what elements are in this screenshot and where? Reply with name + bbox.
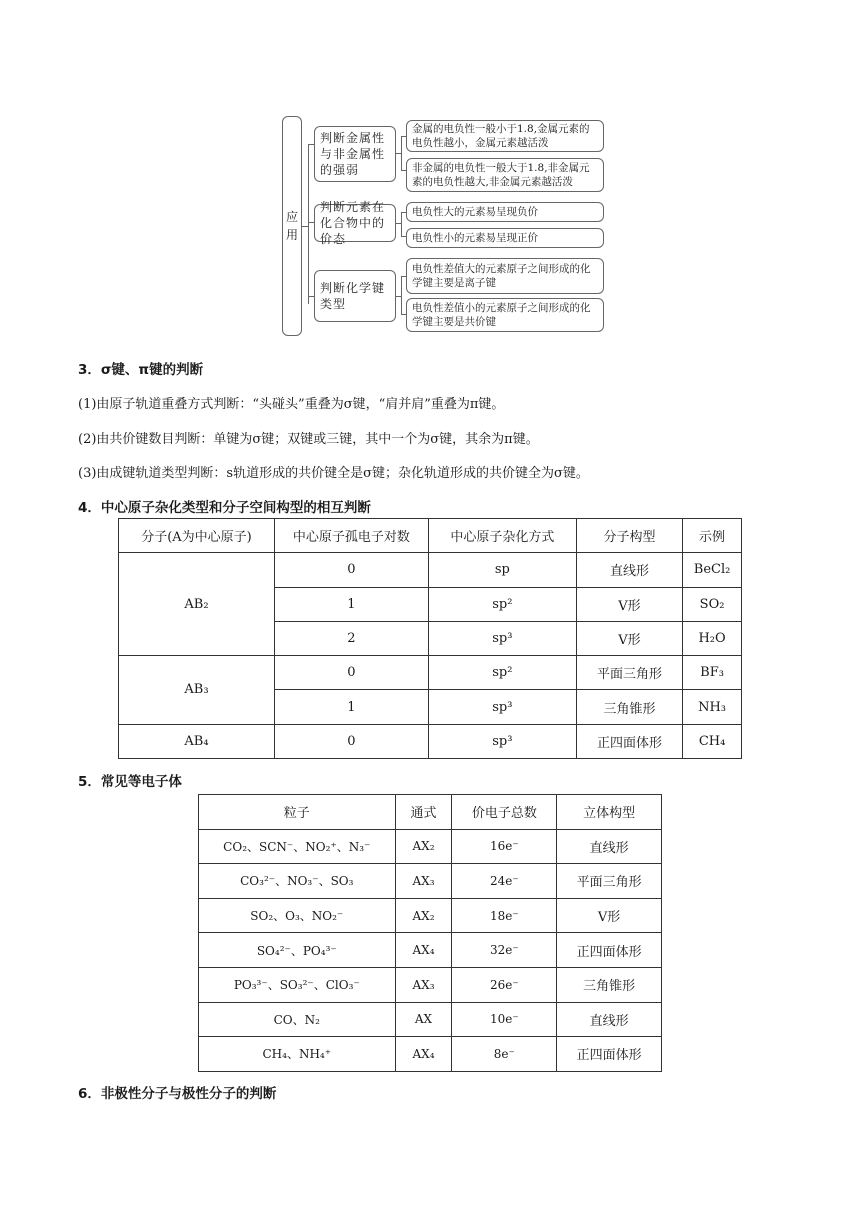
geometry-cell: 三角锥形 <box>557 967 662 1002</box>
section4-heading: 4．中心原子杂化类型和分子空间构型的相互判断 <box>78 500 371 516</box>
hybridization-table <box>118 518 742 759</box>
section3-line-3: (3)由成键轨道类型判断：s轨道形成的共价键全是σ键；杂化轨道形成的共价键全为σ键。 <box>78 466 589 481</box>
example-cell: BeCl₂ <box>683 553 742 587</box>
geometry-cell: 正四面体形 <box>557 933 662 968</box>
lone-cell: 2 <box>274 621 428 655</box>
shape-cell: V形 <box>576 621 682 655</box>
shape-cell: 三角锥形 <box>576 690 682 724</box>
hyb-cell: sp³ <box>428 724 576 758</box>
example-cell: CH₄ <box>683 724 742 758</box>
electrons-cell: 26e⁻ <box>452 967 557 1002</box>
table-row <box>199 967 662 1002</box>
header-molecule: 分子(A为中心原子) <box>119 519 275 553</box>
electrons-cell: 18e⁻ <box>452 898 557 933</box>
particles-cell: SO₄²⁻、PO₄³⁻ <box>199 933 396 968</box>
electrons-cell: 32e⁻ <box>452 933 557 968</box>
formula-cell: AX₃ <box>395 864 452 899</box>
molecule-cell: AB₄ <box>119 724 275 758</box>
application-diagram <box>282 116 608 338</box>
electrons-cell: 10e⁻ <box>452 1002 557 1037</box>
branch-bond-type: 判断化学键类型 <box>314 270 396 322</box>
section6-heading: 6．非极性分子与极性分子的判断 <box>78 1086 277 1102</box>
particles-cell: CH₄、NH₄⁺ <box>199 1037 396 1072</box>
shape-cell: 平面三角形 <box>576 656 682 690</box>
header-shape: 分子构型 <box>576 519 682 553</box>
formula-cell: AX₄ <box>395 933 452 968</box>
hyb-cell: sp³ <box>428 621 576 655</box>
example-cell: H₂O <box>683 621 742 655</box>
leaf-ionic-bond: 电负性差值大的元素原子之间形成的化学键主要是离子键 <box>406 258 604 294</box>
table-row <box>199 1037 662 1072</box>
geometry-cell: 平面三角形 <box>557 864 662 899</box>
table-row <box>199 898 662 933</box>
electrons-cell: 16e⁻ <box>452 829 557 864</box>
hyb-cell: sp² <box>428 587 576 621</box>
hyb-cell: sp <box>428 553 576 587</box>
lone-cell: 0 <box>274 553 428 587</box>
geometry-cell: 直线形 <box>557 829 662 864</box>
header-electrons: 价电子总数 <box>452 795 557 830</box>
shape-cell: 正四面体形 <box>576 724 682 758</box>
table-row <box>119 553 742 587</box>
isoelectronic-table <box>198 794 662 1072</box>
branch-valence: 判断元素在化合物中的价态 <box>314 204 396 242</box>
electrons-cell: 24e⁻ <box>452 864 557 899</box>
diagram-root: 应用 <box>282 116 302 336</box>
molecule-cell: AB₃ <box>119 656 275 725</box>
geometry-cell: V形 <box>557 898 662 933</box>
section5-heading: 5．常见等电子体 <box>78 774 182 790</box>
header-hybridization: 中心原子杂化方式 <box>428 519 576 553</box>
hyb-cell: sp² <box>428 656 576 690</box>
section3-line-1: (1)由原子轨道重叠方式判断：“头碰头”重叠为σ键，“肩并肩”重叠为π键。 <box>78 397 505 412</box>
formula-cell: AX₃ <box>395 967 452 1002</box>
lone-cell: 0 <box>274 724 428 758</box>
particles-cell: CO₂、SCN⁻、NO₂⁺、N₃⁻ <box>199 829 396 864</box>
section3-line-2: (2)由共价键数目判断：单键为σ键；双键或三键，其中一个为σ键，其余为π键。 <box>78 432 539 447</box>
leaf-covalent-bond: 电负性差值小的元素原子之间形成的化学键主要是共价键 <box>406 298 604 332</box>
lone-cell: 1 <box>274 587 428 621</box>
lone-cell: 1 <box>274 690 428 724</box>
table-header-row <box>199 795 662 830</box>
shape-cell: 直线形 <box>576 553 682 587</box>
table-row <box>119 724 742 758</box>
table-header-row <box>119 519 742 553</box>
particles-cell: CO、N₂ <box>199 1002 396 1037</box>
table-row <box>199 933 662 968</box>
leaf-positive-valence: 电负性小的元素易呈现正价 <box>406 228 604 248</box>
hyb-cell: sp³ <box>428 690 576 724</box>
header-example: 示例 <box>683 519 742 553</box>
formula-cell: AX₂ <box>395 898 452 933</box>
electrons-cell: 8e⁻ <box>452 1037 557 1072</box>
table-row <box>199 864 662 899</box>
geometry-cell: 直线形 <box>557 1002 662 1037</box>
leaf-metal-electronegativity: 金属的电负性一般小于1.8,金属元素的电负性越小，金属元素越活泼 <box>406 120 604 152</box>
shape-cell: V形 <box>576 587 682 621</box>
leaf-negative-valence: 电负性大的元素易呈现负价 <box>406 202 604 222</box>
branch-metallicity: 判断金属性与非金属性的强弱 <box>314 126 396 182</box>
table-row <box>199 829 662 864</box>
particles-cell: SO₂、O₃、NO₂⁻ <box>199 898 396 933</box>
particles-cell: CO₃²⁻、NO₃⁻、SO₃ <box>199 864 396 899</box>
example-cell: NH₃ <box>683 690 742 724</box>
header-particles: 粒子 <box>199 795 396 830</box>
formula-cell: AX₄ <box>395 1037 452 1072</box>
geometry-cell: 正四面体形 <box>557 1037 662 1072</box>
molecule-cell: AB₂ <box>119 553 275 656</box>
table-row <box>199 1002 662 1037</box>
example-cell: BF₃ <box>683 656 742 690</box>
header-geometry: 立体构型 <box>557 795 662 830</box>
formula-cell: AX <box>395 1002 452 1037</box>
formula-cell: AX₂ <box>395 829 452 864</box>
leaf-nonmetal-electronegativity: 非金属的电负性一般大于1.8,非金属元素的电负性越大,非金属元素越活泼 <box>406 158 604 192</box>
header-lone-pairs: 中心原子孤电子对数 <box>274 519 428 553</box>
section3-heading: 3．σ键、π键的判断 <box>78 362 204 378</box>
particles-cell: PO₃³⁻、SO₃²⁻、ClO₃⁻ <box>199 967 396 1002</box>
header-formula: 通式 <box>395 795 452 830</box>
example-cell: SO₂ <box>683 587 742 621</box>
lone-cell: 0 <box>274 656 428 690</box>
table-row <box>119 656 742 690</box>
